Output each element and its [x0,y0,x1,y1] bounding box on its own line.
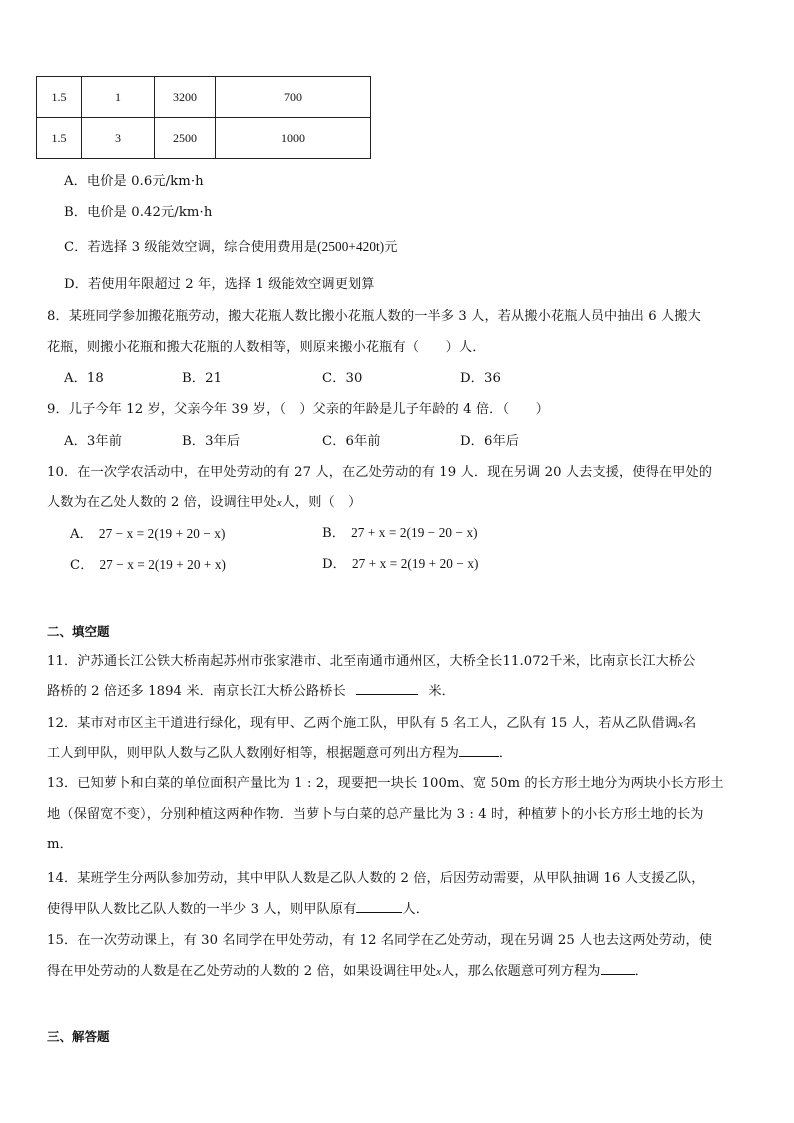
q10-option-d-expr: 27 + x = 2(19 + 20 − x) [351,556,479,571]
q10-option-a [70,523,225,542]
q12-line-1 [47,712,696,731]
q15-line-2-text: 得在甲处劳动的人数是在乙处劳动的人数的 2 倍，如果设调往甲处 [47,964,437,979]
q11-line-2-text: 路桥的 2 倍还多 1894 米．南京长江大桥公路桥长 [47,684,346,699]
q8-line-2: 花瓶，则搬小花瓶和搬大花瓶的人数相等，则原来搬小花瓶有（ ）人． [47,340,486,355]
q15-line-2 [47,960,648,979]
q10-option-a-label: A． [70,527,93,542]
answer-blank[interactable] [356,900,402,913]
q7-option-c-text: C．若选择 3 级能效空调，综合使用费用是 [64,240,318,255]
q14-line-2 [47,898,429,917]
q13-line-1: 13．已知萝卜和白菜的单位面积产量比为 1 : 2，现要把一块长 100m、宽 50m 的长方形土地分为两块小长方形土 [47,776,724,791]
q8-option-c: C．30 [322,371,363,386]
q10-option-c [70,554,226,573]
table-cell: 1 [82,77,155,118]
q7-option-a: A．电价是 0.6元/km·h [64,174,204,189]
q10-option-b-label: B． [322,526,346,541]
q10-variable: x [276,497,282,509]
q14-line-2-text: 使得甲队人数比乙队人数的一半少 3 人，则甲队原有 [47,902,357,917]
q7-option-c [64,236,398,255]
q10-option-a-expr: 27 − x = 2(19 + 20 − x) [98,526,226,541]
q13-line-2: 地（保留宽不变），分别种植这两种作物．当萝卜与白菜的总产量比为 3 : 4 时，种植萝卜的小长方形土地的长为 [47,807,704,822]
table-cell: 2500 [155,118,216,159]
q14-line-2-end: 人． [402,902,429,917]
q9-option-c: C．6年前 [322,434,381,449]
q15-line-2-mid: 人，那么依题意可列方程为 [441,964,601,979]
q12-variable: x [677,718,683,730]
q10-option-b [322,522,478,541]
q10-option-c-label: C． [70,558,94,573]
q11-line-2 [47,680,455,699]
q9-line-1: 9．儿子今年 12 岁，父亲今年 39 岁，（ ）父亲的年龄是儿子年龄的 4 倍．（ ） [47,402,549,417]
table-row [37,77,371,118]
answer-blank[interactable] [601,962,635,975]
q9-option-d: D．6年后 [460,434,520,449]
q10-line-1: 10．在一次学农活动中，在甲处劳动的有 27 人，在乙处劳动的有 19 人．现在另调 20 人去支援，使得在甲处的 [47,465,713,480]
q8-option-b: B．21 [182,371,223,386]
q12-line-1-end: 名 [682,716,697,731]
q12-line-1-text: 12．某市对市区主干道进行绿化，现有甲、乙两个施工队，甲队有 5 名工人，乙队有 15 人，若从乙队借调 [47,716,678,731]
table-cell: 1.5 [37,118,82,159]
q11-line-2-end: 米． [428,684,455,699]
q10-option-b-expr: 27 + x = 2(19 − 20 − x) [351,525,478,540]
section-title-solve: 三、解答题 [47,1029,110,1044]
table-cell: 1000 [216,118,371,159]
q11-line-1: 11．沪苏通长江公铁大桥南起苏州市张家港市、北至南通市通州区，大桥全长11.072千米，比南京长江大桥公 [47,654,696,669]
q7-option-c-expression: (2500+420t) [317,239,385,254]
q7-option-b: B．电价是 0.42元/km·h [64,205,213,220]
q9-option-a: A．3年前 [64,434,122,449]
q10-line-2-text: 人数为在乙处人数的 2 倍，设调往甲处 [47,495,277,510]
table-cell: 3200 [155,77,216,118]
q8-option-d: D．36 [460,371,501,386]
q10-line-2-end: 人，则（ ） [281,495,362,510]
q12-line-2-end: ． [498,746,513,761]
q8-option-a: A．18 [64,371,104,386]
q10-option-d [322,553,479,572]
q10-line-2 [47,491,361,510]
q7-option-c-unit: 元 [384,240,398,255]
data-table [36,76,371,159]
section-title-fill-blank: 二、填空题 [47,624,110,639]
q12-line-2-text: 工人到甲队，则甲队人数与乙队人数刚好相等，根据题意可列出方程为 [47,746,459,761]
q13-line-3: m． [47,837,73,852]
q15-line-2-end: ． [634,964,648,979]
q15-line-1: 15．在一次劳动课上，有 30 名同学在甲处劳动，有 12 名同学在乙处劳动，现在另调 25 人也去这两处劳动，使 [47,933,713,948]
table-cell: 700 [216,77,371,118]
table-row [37,118,371,159]
q7-option-d: D．若使用年限超过 2 年，选择 1 级能效空调更划算 [64,277,375,292]
q10-option-d-label: D． [322,557,346,572]
table-cell: 3 [82,118,155,159]
q14-line-1: 14．某班学生分两队参加劳动，其中甲队人数是乙队人数的 2 倍，后因劳动需要，从甲队抽调 16 人支援乙队， [47,871,705,886]
q12-line-2 [47,742,512,761]
q9-option-b: B．3年后 [182,434,241,449]
answer-blank[interactable] [459,744,499,757]
table-cell: 1.5 [37,77,82,118]
q8-line-1: 8．某班同学参加搬花瓶劳动，搬大花瓶人数比搬小花瓶人数的一半多 3 人，若从搬小花瓶人员中抽出 6 人搬大 [47,309,701,324]
q10-option-c-expr: 27 − x = 2(19 + 20 + x) [99,557,227,572]
q15-variable: x [436,966,442,978]
answer-blank[interactable] [356,682,418,695]
